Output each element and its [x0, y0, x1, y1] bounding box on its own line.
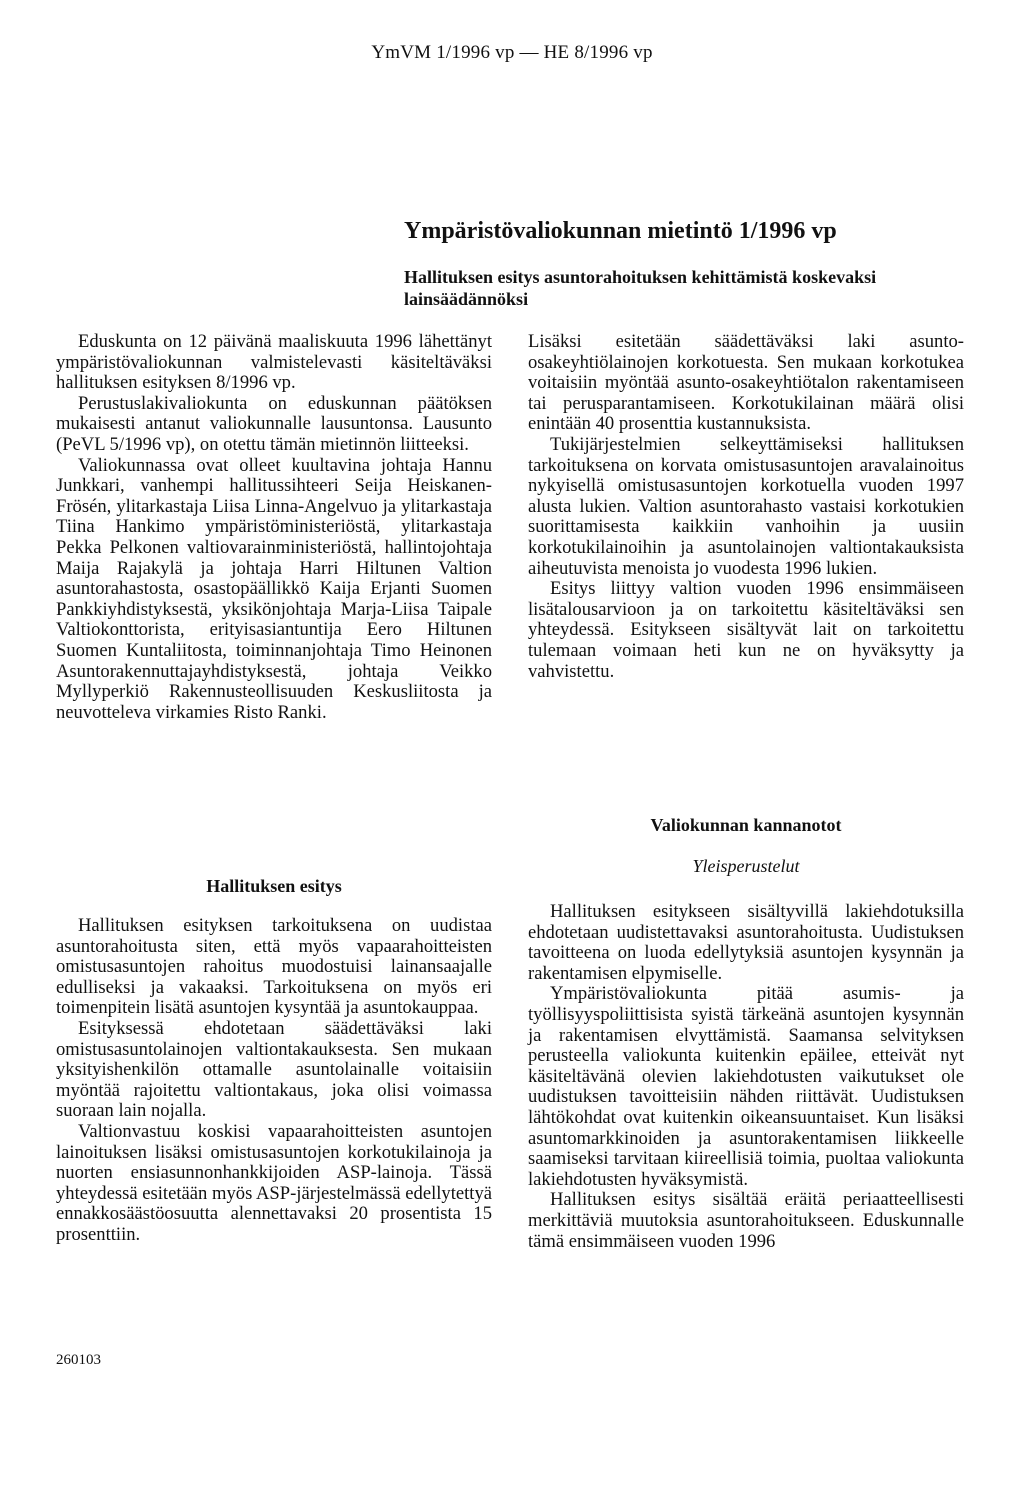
left-column-intro: [56, 332, 492, 723]
paragraph-proposal-purpose: Hallituksen esityksen tarkoituksena on uudistaa asuntorahoitusta siten, että myös vapaarahoitteisten omistusasuntojen rahoitus muodostuisi lainansaajalle edulliseksi ja vakaaksi. Tarkoituksena on myös eri toimenpitein lisätä asuntojen kysyntää ja asuntokauppaa.: [56, 915, 492, 1019]
paragraph-referral: Eduskunta on 12 päivänä maaliskuuta 1996 lähettänyt ympäristövaliokunnan valmistelevasti käsiteltäväksi hallituksen esityksen 8/1996 vp.: [56, 331, 492, 394]
paragraph-state-liability: Valtionvastuu koskisi vapaarahoitteisten asuntojen lainoituksen lisäksi omistusasuntojen korkotukilainoja ja nuorten ensiasunnonhankkijoiden ASP-lainoja. Tässä yhteydessä esitetään myös ASP-järjestelmässä edellytettyä ennakkosäästöosuutta alennettavaksi 20 prosentista 15 prosenttiin.: [56, 1120, 492, 1245]
paragraph-reform-goal: Hallituksen esitykseen sisältyvillä lakiehdotuksilla ehdotetaan uudistettavaksi asuntorahoitusta. Uudistuksen tavoitteena on luoda edellytyksiä asuntojen kysynnän ja rakentamisen elpymiselle.: [528, 901, 964, 984]
running-header: YmVM 1/1996 vp — HE 8/1996 vp: [371, 42, 653, 63]
right-column-positions: [528, 902, 964, 1252]
section-heading-government-proposal: Hallituksen esitys: [206, 876, 342, 896]
report-subtitle: Hallituksen esitys asuntorahoituksen kehittämistä koskevaksi lainsäädännöksi: [404, 267, 877, 309]
page-code: 260103: [56, 1352, 101, 1368]
right-column-intro: [528, 332, 964, 682]
paragraph-principal-changes: Hallituksen esitys sisältää eräitä periaatteellisesti merkittäviä muutoksia asuntorahoitukseen. Eduskunnalle tämä ensimmäiseen vuoden 1996: [528, 1189, 964, 1252]
paragraph-support-systems: Tukijärjestelmien selkeyttämiseksi hallituksen tarkoituksena on korvata omistusasuntojen aravalainoitus nykyisellä omistusasuntojen korkotuella vuoden 1997 alusta lukien. Valtion asuntorahasto vastaisi korkotukien suorittamisesta kaikkiin vanhoihin ja uusiin korkotukilainoihin ja asuntolainojen valtiontakauksista aiheutuvista menoista jo vuodesta 1996 lukien.: [528, 433, 964, 579]
subheading-general-rationale: Yleisperustelut: [692, 856, 800, 876]
paragraph-constitutional-statement: Perustuslakivaliokunta on eduskunnan päätöksen mukaisesti antanut valiokunnalle lausuntonsa. Lausunto (PeVL 5/1996 vp), on otettu tämän mietinnön liitteeksi.: [56, 392, 492, 455]
paragraph-committee-assessment: Ympäristövaliokunta pitää asumis- ja työllisyyspoliittisista syistä tärkeänä asuntojen kysynnän ja rakentamisen elvyttämistä. Saamansa selvityksen perusteella valiokunta kuitenkin epäilee, etteivät nyt käsiteltävänä olevien lakiehdotusten vaikutukset ole uudistuksen tavoitteisiin nähden riittävät. Uudistuksen lähtökohdat ovat kuitenkin oikeansuuntaiset. Kun lisäksi asuntomarkkinoiden ja asuntorakentamisen liikkeelle saamiseksi tarvitaan kiireellisiä toimia, puoltaa valiokunta lakiehdotusten hyväksymistä.: [528, 983, 964, 1190]
paragraph-experts-heard: Valiokunnassa ovat olleet kuultavina johtaja Hannu Junkkari, vanhempi hallitussihteeri Seija Heiskanen-Frösén, ylitarkastaja Liisa Linna-Angelvuo ja ylitarkastaja Tiina Hankimo ympäristöministeriöstä, ylitarkastaja Pekka Pelkonen valtiovarainministeriöstä, hallintojohtaja Maija Rajakylä ja johtaja Harri Hiltunen Valtion asuntorahastosta, osastopäällikkö Kaija Erjanti Suomen Pankkiyhdistyksestä, yksikönjohtaja Marja-Liisa Taipale Valtiokonttorista, erityisasiantuntija Eero Hiltunen Suomen Kuntaliitosta, toiminnanjohtaja Timo Heinonen Asuntorakennuttajayhdistyksestä, johtaja Veikko Myllyperkiö Rakennusteollisuuden Keskusliitosta ja neuvotteleva virkamies Risto Ranki.: [56, 454, 492, 723]
left-column-proposal: [56, 916, 492, 1246]
paragraph-state-guarantee: Esityksessä ehdotetaan säädettäväksi laki omistusasuntolainojen valtiontakauksesta. Sen mukaan yksityishenkilön ottamalle asuntolainalle voitaisiin myöntää rajoitettu valtiontakaus, joka olisi voimassa suoraan lain nojalla.: [56, 1017, 492, 1122]
section-heading-committee-positions: Valiokunnan kannanotot: [650, 815, 842, 835]
paragraph-interest-subsidy-law: Lisäksi esitetään säädettäväksi laki asunto-osakeyhtiölainojen korkotuesta. Sen mukaan korkotukea voitaisiin myöntää asunto-osakeyhtiötalon rakentamiseen tai perusparantamiseen. Korkotukilainan määrä olisi enintään 40 prosenttia kustannuksista.: [528, 331, 964, 435]
report-title: Ympäristövaliokunnan mietintö 1/1996 vp: [404, 218, 837, 244]
paragraph-supplementary-budget: Esitys liittyy valtion vuoden 1996 ensimmäiseen lisätalousarvioon ja on tarkoitettu käsiteltäväksi sen yhteydessä. Esitykseen sisältyvät lait on tarkoitettu tulemaan voimaan heti kun ne on hyväksytty ja vahvistettu.: [528, 578, 964, 682]
